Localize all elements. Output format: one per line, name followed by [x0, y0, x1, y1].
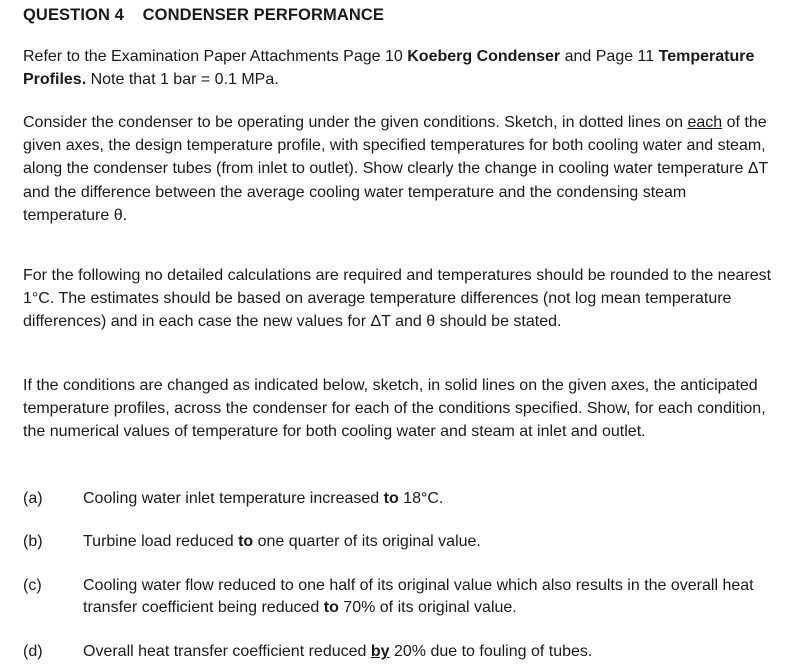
estimates-paragraph: For the following no detailed calculations are required and temperatures should be rounded to the nearest 1°C. The estimates should be based on average temperature differences (not log mean temperature differences) and in each case the new values for ΔT and θ should be stated. — [23, 267, 772, 330]
item-bold: to — [323, 599, 339, 616]
item-text-part: one quarter of its original value. — [253, 533, 481, 550]
intro-bold-2: Temperature Profiles. — [23, 48, 755, 88]
item-text-part: 20% due to fouling of tubes. — [389, 643, 593, 660]
item-text-part: 18°C. — [398, 490, 444, 507]
item-bold-underlined: by — [370, 643, 390, 660]
sketch-text-1: Consider the condenser to be operating under the given conditions. Sketch, in dotted lines on — [23, 114, 688, 131]
item-text-part: Turbine load reduced — [83, 533, 239, 550]
question-title: CONDENSER PERFORMANCE — [142, 6, 384, 24]
item-bold: to — [383, 490, 399, 507]
conditions-paragraph: If the conditions are changed as indicated below, sketch, in solid lines on the given axes, the anticipated temperature profiles, across the condenser for each of the conditions specified. Show, for each condition, the numerical values of temperature for both cooling water and steam at inlet and outlet. — [23, 377, 766, 440]
intro-bold-1: Koeberg Condenser — [407, 48, 561, 65]
sketch-underline: each — [687, 114, 723, 131]
item-bold: to — [238, 533, 254, 550]
item-label: (c) — [23, 577, 42, 594]
intro-text-2: and Page 11 — [560, 48, 659, 65]
question-heading — [23, 6, 384, 25]
item-text — [83, 575, 763, 619]
intro-text-1: Refer to the Examination Paper Attachments Page 10 — [23, 48, 408, 65]
item-text — [83, 531, 763, 553]
intro-text-3: Note that 1 bar = 0.1 MPa. — [86, 71, 279, 88]
item-label: (d) — [23, 643, 43, 660]
item-label: (b) — [23, 533, 43, 550]
item-text-part: Overall heat transfer coefficient reduced — [83, 643, 371, 660]
sketch-paragraph — [23, 111, 773, 227]
item-text — [83, 488, 763, 510]
item-text-part: Cooling water flow reduced to one half of its original value which also results in the overall heat transfer coefficient being reduced — [83, 577, 754, 616]
item-text — [83, 641, 763, 663]
intro-paragraph — [23, 45, 773, 91]
sketch-text-2: of the given axes, the design temperature profile, with specified temperatures for both cooling water and steam, along the condenser tubes (from inlet to outlet). Show clearly the change in cooling water temperature ΔT and the difference between the average cooling water temperature and the condensing steam temperature θ. — [23, 114, 769, 224]
item-text-part: 70% of its original value. — [338, 599, 517, 616]
item-label: (a) — [23, 490, 43, 507]
question-number: QUESTION 4 — [23, 6, 124, 24]
item-text-part: Cooling water inlet temperature increased — [83, 490, 384, 507]
